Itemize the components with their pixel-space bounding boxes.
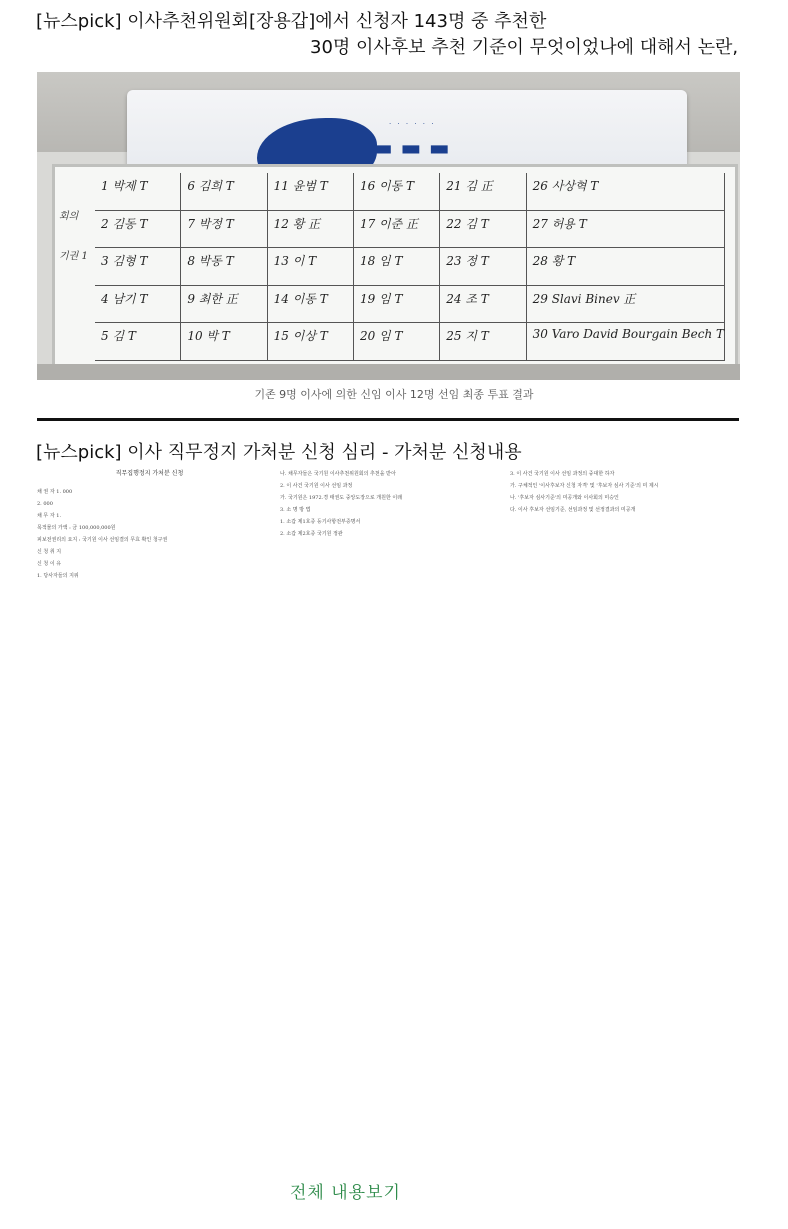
doc-line: 2. 이 사건 국기원 이사 선임 과정	[280, 483, 353, 489]
vote-cell: 1 박제 T	[95, 173, 181, 211]
doc-line: 피보전권리의 요지 : 국기원 이사 선임결의 무효 확인 청구권	[37, 537, 168, 543]
banner-small-text: · · · · · ·	[389, 120, 436, 128]
vote-cell: 27 허용 T	[527, 211, 725, 249]
headline-line-1: [뉴스pick] 이사추천위원회[장용갑]에서 신청자 143명 중 추천한	[36, 11, 547, 32]
doc-line: 3. 소 명 방 법	[280, 507, 311, 513]
vote-cell: 19 임 T	[354, 286, 440, 324]
vote-cell: 4 남기 T	[95, 286, 181, 324]
doc-title: 직무집행정지 가처분 신청	[115, 470, 184, 477]
divider	[37, 418, 739, 421]
vote-cell: 24 조 T	[440, 286, 526, 324]
vote-cell: 14 이동 T	[268, 286, 354, 324]
photo-caption: 기존 9명 이사에 의한 신임 이사 12명 선임 최종 투표 결과	[254, 388, 534, 401]
vote-cell: 9 최한 正	[181, 286, 267, 324]
doc-line: 2. 소갑 제2호증 국기원 정관	[280, 531, 343, 537]
doc-line: 채 권 자 1. 000	[37, 489, 73, 495]
doc-line: 목적물의 가액 : 금 100,000,000원	[37, 525, 116, 531]
vote-cell: 2 김동 T	[95, 211, 181, 249]
vote-cell: 15 이상 T	[268, 323, 354, 361]
doc-line: 1. 소갑 제1호증 등기사항전부증명서	[280, 519, 361, 525]
vote-cell: 28 황 T	[527, 248, 725, 286]
doc-page-2	[280, 470, 505, 810]
vote-cell: 26 사상혁 T	[527, 173, 725, 211]
vote-cell: 16 이동 T	[354, 173, 440, 211]
vote-grid	[95, 173, 725, 361]
doc-line: 채 무 자 1.	[37, 513, 62, 519]
board-note: 회의	[59, 211, 79, 222]
doc-line: 나. '후보자 심사기준'의 미공개와 이사회의 미승인	[510, 495, 619, 501]
vote-cell: 12 황 正	[268, 211, 354, 249]
vote-cell: 3 김형 T	[95, 248, 181, 286]
board-note: 기권 1	[59, 251, 88, 262]
document-scan	[35, 470, 755, 1220]
vote-cell: 10 박 T	[181, 323, 267, 361]
doc-line: 나. 채무자들은 국기원 이사추천위원회의 추천을 받아	[280, 471, 396, 477]
whiteboard	[52, 164, 738, 370]
section-title: [뉴스pick] 이사 직무정지 가처분 신청 심리 - 가처분 신청내용	[36, 442, 522, 463]
headline-line-2: 30명 이사후보 추천 기준이 무엇이었나에 대해서 논란,	[310, 37, 739, 58]
vote-cell: 7 박정 T	[181, 211, 267, 249]
doc-line: 다. 이사 후보자 선임기준, 선임과정 및 선정결과의 미공개	[510, 507, 636, 513]
vote-cell: 22 김 T	[440, 211, 526, 249]
vote-cell: 23 정 T	[440, 248, 526, 286]
doc-line: 3. 이 사건 국기원 이사 선임 과정의 중대한 하자	[510, 471, 615, 477]
vote-cell: 8 박동 T	[181, 248, 267, 286]
vote-cell: 11 윤범 T	[268, 173, 354, 211]
vote-cell: 25 지 T	[440, 323, 526, 361]
doc-line: 신 청 이 유	[37, 561, 62, 567]
vote-cell: 20 임 T	[354, 323, 440, 361]
vote-cell: 21 김 正	[440, 173, 526, 211]
doc-line: 가. 구체적인 '이사후보자 신청 자격' 및 '후보자 심사 기준'의 미 제시	[510, 483, 659, 489]
vote-cell: 13 이 T	[268, 248, 354, 286]
vote-cell: 30 Varo David Bourgain Bech T	[527, 323, 725, 361]
vote-cell: 17 이준 正	[354, 211, 440, 249]
doc-page-3	[510, 470, 750, 810]
vote-cell: 29 Slavi Binev 正	[527, 286, 725, 324]
vote-cell: 5 김 T	[95, 323, 181, 361]
banner-mark-icon: ▬ ▬ ▬	[372, 135, 450, 161]
vote-cell: 6 김희 T	[181, 173, 267, 211]
doc-page-1	[37, 470, 262, 810]
view-full-link[interactable]: 전체 내용보기	[290, 1183, 401, 1203]
whiteboard-photo	[37, 72, 740, 380]
vote-cell: 18 임 T	[354, 248, 440, 286]
whiteboard-tray	[37, 364, 740, 380]
doc-line: 1. 당사자들의 지위	[37, 573, 79, 579]
doc-line: 가. 국기원은 1972.경 태권도 중앙도장으로 개원한 이래	[280, 495, 403, 501]
doc-line: 신 청 취 지	[37, 549, 62, 555]
doc-line: 2. 000	[37, 501, 53, 507]
